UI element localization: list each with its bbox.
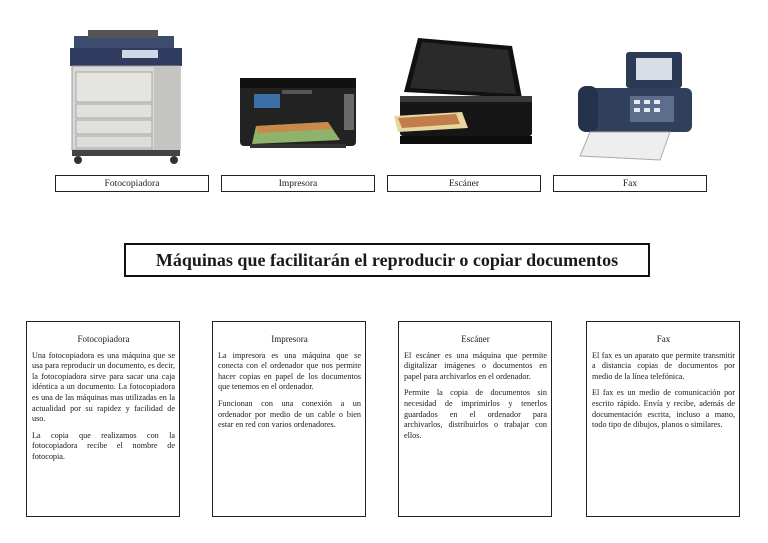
page-title: Máquinas que facilitarán el reproducir o copiar documentos (124, 243, 650, 277)
label-photocopier: Fotocopiadora (55, 175, 209, 192)
card-printer (212, 321, 366, 517)
card-heading: Escáner (461, 334, 490, 344)
card-paragraph: La copia que realizamos con la fotocopiadora recibe el nombre de fotocopia. (32, 430, 175, 461)
card-photocopier (26, 321, 180, 517)
card-heading: Impresora (271, 334, 308, 344)
printer-image (232, 28, 364, 166)
card-paragraph: Una fotocopiadora es una máquina que se usa para reproducir un documento, es decir, la fotocopiadora sirve para sacar una caja idéntica a un documento. La fotocopiadora es una de las máquinas mas utilizadas en la actualidad por su rapidez y facilidad de uso. (32, 350, 175, 424)
scanner-image (392, 28, 536, 166)
label-fax: Fax (553, 175, 707, 192)
card-paragraph: El fax es un medio de comunicación por escrito rápido. Envía y recibe, además de documentación escrita, incluso a mano, todo tipo de dibujos, planos o similares. (592, 388, 735, 430)
card-paragraph: Funcionan con una conexión a un ordenador por medio de un cable o bien estar en red con varios ordenadores. (218, 398, 361, 430)
card-heading: Fax (656, 334, 671, 344)
fax-image (570, 28, 702, 166)
card-paragraph: Permite la copia de documentos sin necesidad de imprimirlos y tenerlos guardados en el ordenador para archivarlos, distribuirlos o trabajar con ellos. (404, 388, 547, 440)
card-scanner (398, 321, 552, 517)
card-paragraph: El fax es un aparato que permite transmitir a distancia copias de documentos por medio de la línea telefónica. (592, 350, 735, 381)
label-printer: Impresora (221, 175, 375, 192)
photocopier-image (64, 28, 190, 166)
card-paragraph: El escáner es una máquina que permite digitalizar imágenes o documentos en papel para archivarlos en el ordenador. (404, 350, 547, 381)
card-fax (586, 321, 740, 517)
card-heading: Fotocopiadora (77, 334, 130, 344)
card-paragraph: La impresora es una máquina que se conecta con el ordenador que nos permite hacer copias en papel de los documentos que tenemos en el ordenador. (218, 350, 361, 392)
label-scanner: Escáner (387, 175, 541, 192)
